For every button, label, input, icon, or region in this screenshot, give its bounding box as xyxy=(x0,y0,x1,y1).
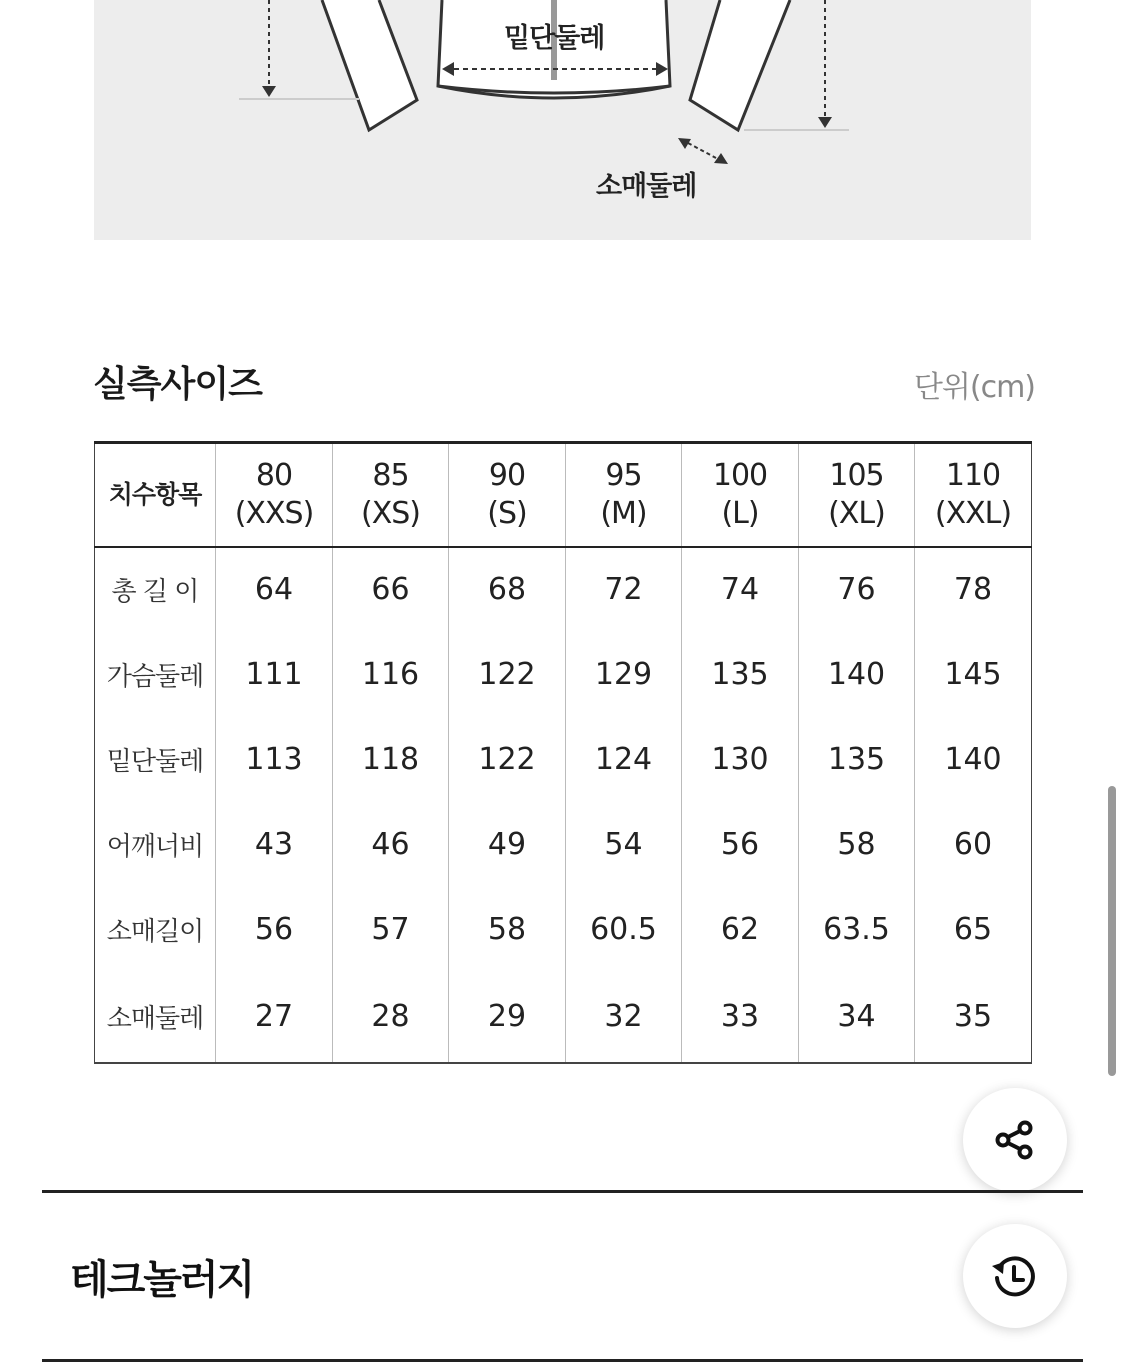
table-cell: 64 xyxy=(216,547,333,632)
table-cell: 118 xyxy=(333,717,449,802)
table-cell: 66 xyxy=(333,547,449,632)
table-cell: 135 xyxy=(682,632,799,717)
table-cell: 76 xyxy=(799,547,915,632)
table-cell: 43 xyxy=(216,802,333,887)
header-label: 치수항목 xyxy=(95,443,216,547)
size-code: (XXL) xyxy=(934,495,1012,531)
size-code: (L) xyxy=(721,495,759,531)
table-cell: 56 xyxy=(216,887,333,972)
size-code: (M) xyxy=(600,495,647,531)
table-cell: 145 xyxy=(915,632,1032,717)
table-cell: 111 xyxy=(216,632,333,717)
row-label: 총 길 이 xyxy=(95,547,216,632)
table-cell: 57 xyxy=(333,887,449,972)
size-column-header xyxy=(915,443,1032,547)
table-cell: 28 xyxy=(333,972,449,1063)
size-column-header xyxy=(799,443,915,547)
size-code: (S) xyxy=(487,495,527,531)
share-icon xyxy=(992,1117,1038,1163)
size-number: 95 xyxy=(605,457,642,493)
table-cell: 140 xyxy=(799,632,915,717)
table-row xyxy=(95,802,1032,887)
table-cell: 33 xyxy=(682,972,799,1063)
table-cell: 68 xyxy=(449,547,566,632)
table-cell: 113 xyxy=(216,717,333,802)
table-cell: 135 xyxy=(799,717,915,802)
size-table xyxy=(94,441,1032,1064)
table-cell: 65 xyxy=(915,887,1032,972)
section-divider-bottom xyxy=(42,1359,1083,1362)
size-number: 90 xyxy=(488,457,526,493)
size-code: (XL) xyxy=(828,495,885,531)
size-number: 85 xyxy=(372,457,409,493)
table-row xyxy=(95,547,1032,632)
table-cell: 122 xyxy=(449,632,566,717)
size-code: (XS) xyxy=(360,495,420,531)
table-cell: 74 xyxy=(682,547,799,632)
unit-label: 단위(cm) xyxy=(913,370,1035,405)
size-number: 105 xyxy=(829,457,884,493)
table-cell: 35 xyxy=(915,972,1032,1063)
size-column-header xyxy=(216,443,333,547)
table-cell: 34 xyxy=(799,972,915,1063)
table-cell: 130 xyxy=(682,717,799,802)
size-number: 80 xyxy=(255,457,293,493)
scrollbar-thumb[interactable] xyxy=(1108,786,1116,1076)
table-cell: 54 xyxy=(566,802,682,887)
hem-label: 밑단둘레 xyxy=(504,23,605,54)
history-button[interactable] xyxy=(963,1224,1067,1328)
table-row xyxy=(95,887,1032,972)
size-column-header xyxy=(333,443,449,547)
size-section-title: 실측사이즈 xyxy=(93,364,262,405)
table-cell: 116 xyxy=(333,632,449,717)
table-cell: 78 xyxy=(915,547,1032,632)
row-label: 밑단둘레 xyxy=(95,717,216,802)
table-cell: 63.5 xyxy=(799,887,915,972)
table-cell: 58 xyxy=(449,887,566,972)
row-label: 가슴둘레 xyxy=(95,632,216,717)
table-row xyxy=(95,717,1032,802)
table-cell: 27 xyxy=(216,972,333,1063)
size-column-header xyxy=(449,443,566,547)
table-cell: 140 xyxy=(915,717,1032,802)
section-divider xyxy=(42,1190,1083,1193)
row-label: 소매길이 xyxy=(95,887,216,972)
row-label: 소매둘레 xyxy=(95,972,216,1063)
table-cell: 29 xyxy=(449,972,566,1063)
table-row xyxy=(95,972,1032,1063)
size-number: 100 xyxy=(712,457,768,493)
table-cell: 49 xyxy=(449,802,566,887)
table-cell: 46 xyxy=(333,802,449,887)
row-label: 어깨너비 xyxy=(95,802,216,887)
table-cell: 60.5 xyxy=(566,887,682,972)
table-cell: 124 xyxy=(566,717,682,802)
table-row xyxy=(95,632,1032,717)
technology-section-title: 테크놀러지 xyxy=(70,1257,254,1303)
table-cell: 56 xyxy=(682,802,799,887)
table-cell: 32 xyxy=(566,972,682,1063)
table-cell: 58 xyxy=(799,802,915,887)
table-cell: 129 xyxy=(566,632,682,717)
size-column-header xyxy=(682,443,799,547)
table-cell: 62 xyxy=(682,887,799,972)
size-table-header xyxy=(95,443,1032,547)
table-cell: 60 xyxy=(915,802,1032,887)
history-icon xyxy=(989,1250,1041,1302)
table-cell: 122 xyxy=(449,717,566,802)
share-button[interactable] xyxy=(963,1088,1067,1192)
size-number: 110 xyxy=(945,457,1001,493)
size-code: (XXS) xyxy=(234,495,314,531)
garment-diagram xyxy=(94,0,1031,240)
size-column-header xyxy=(566,443,682,547)
sleeve-cuff-label: 소매둘레 xyxy=(596,171,697,202)
table-cell: 72 xyxy=(566,547,682,632)
